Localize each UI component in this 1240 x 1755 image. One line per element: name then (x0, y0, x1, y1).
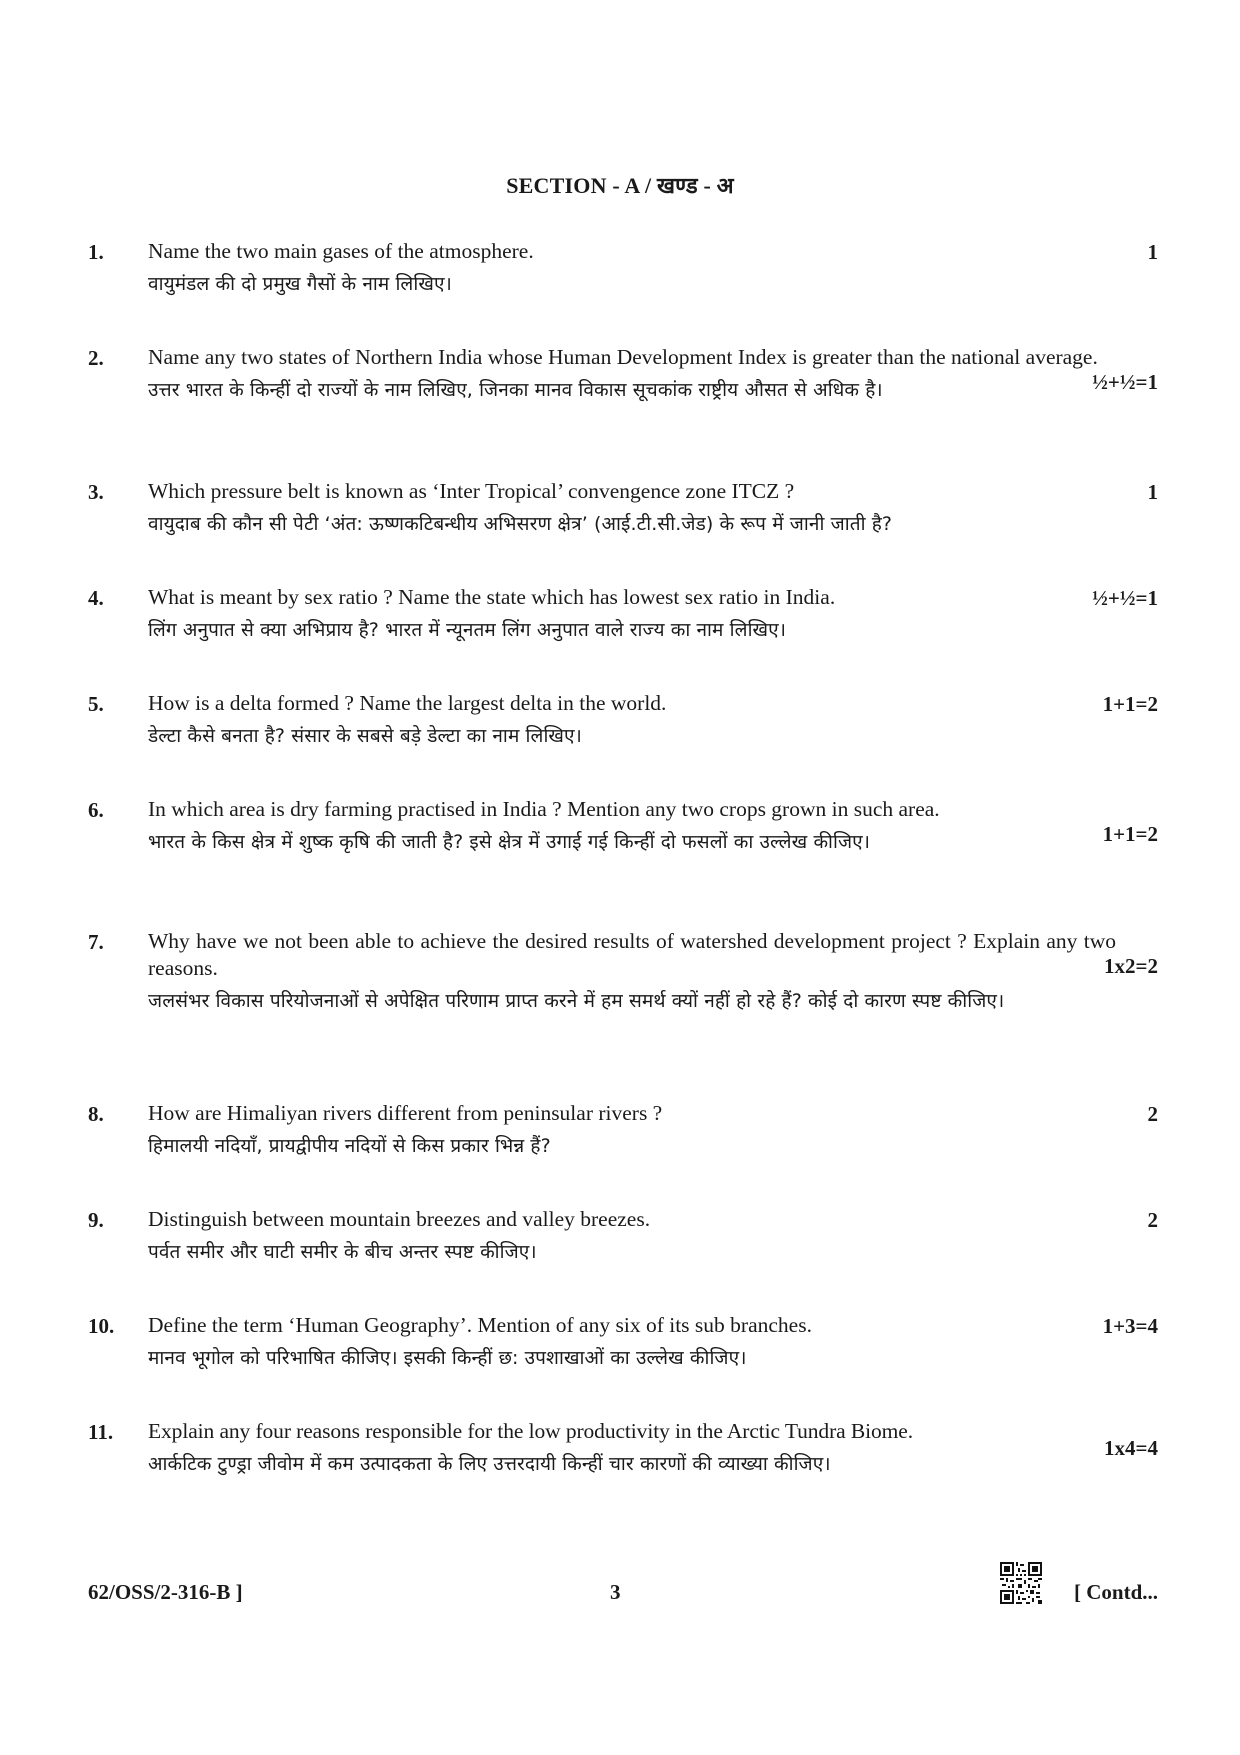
question-text-english: Name any two states of Northern India whose Human Development Index is greater than the national average. (148, 345, 1098, 369)
question-11 (88, 1418, 1158, 1488)
question-number: 10. (88, 1314, 115, 1338)
question-body (148, 1418, 1148, 1480)
question-body (148, 1206, 1148, 1268)
question-number: 8. (88, 1102, 104, 1126)
question-body (148, 1100, 1148, 1162)
question-marks: ½+½=1 (1092, 370, 1158, 394)
question-number: 4. (88, 586, 104, 610)
question-marks: 1 (1147, 240, 1158, 264)
page-footer (0, 1562, 1240, 1612)
question-number: 6. (88, 798, 104, 822)
question-number: 7. (88, 930, 104, 954)
question-marks: 1x4=4 (1104, 1436, 1158, 1460)
question-text-hindi: पर्वत समीर और घाटी समीर के बीच अन्तर स्पष्ट कीजिए। (148, 1241, 537, 1263)
question-text-hindi: लिंग अनुपात से क्या अभिप्राय है? भारत में न्यूनतम लिंग अनुपात वाले राज्य का नाम लिखिए। (148, 619, 787, 641)
question-text-hindi: वायुमंडल की दो प्रमुख गैसों के नाम लिखिए। (148, 273, 452, 295)
question-body (148, 238, 1148, 300)
question-number: 5. (88, 692, 104, 716)
question-text-hindi: डेल्टा कैसे बनता है? संसार के सबसे बड़े डेल्टा का नाम लिखिए। (148, 725, 582, 747)
question-3 (88, 478, 1158, 548)
question-text-hindi: जलसंभर विकास परियोजनाओं से अपेक्षित परिणाम प्राप्त करने में हम समर्थ क्यों नहीं हो रहे हैं? कोई दो कारण स्पष्ट कीजिए। (148, 990, 1005, 1012)
question-9 (88, 1206, 1158, 1276)
question-number: 1. (88, 240, 104, 264)
question-marks: 1+3=4 (1102, 1314, 1158, 1338)
question-text-hindi: वायुदाब की कौन सी पेटी ‘अंत: ऊष्णकटिबन्धीय अभिसरण क्षेत्र’ (आई.टी.सी.जेड) के रूप में जानी जाती है? (148, 513, 893, 535)
section-heading: SECTION - A / खण्ड - अ (506, 173, 734, 198)
question-number: 11. (88, 1420, 114, 1444)
question-10 (88, 1312, 1158, 1382)
question-marks: ½+½=1 (1092, 586, 1158, 610)
question-number: 3. (88, 480, 104, 504)
question-text-english: Name the two main gases of the atmosphere. (148, 239, 534, 263)
question-6 (88, 796, 1158, 896)
question-body (148, 796, 1148, 858)
paper-code: 62/OSS/2-316-B ] (88, 1580, 243, 1604)
question-5 (88, 690, 1158, 760)
question-text-english: Why have we not been able to achieve the desired results of watershed development project ? Explain any two reasons. (148, 929, 1116, 980)
question-text-hindi: हिमालयी नदियाँ, प्रायद्वीपीय नदियों से किस प्रकार भिन्न हैं? (148, 1135, 551, 1157)
question-1 (88, 238, 1158, 308)
page-number: 3 (610, 1580, 621, 1604)
question-body (148, 690, 1148, 752)
question-body (148, 1312, 1148, 1374)
continued-label: [ Contd... (1073, 1580, 1158, 1604)
question-text-english: How are Himaliyan rivers different from peninsular rivers ? (148, 1101, 663, 1125)
question-marks: 2 (1147, 1208, 1158, 1232)
question-marks: 2 (1147, 1102, 1158, 1126)
question-text-english: Explain any four reasons responsible for the low productivity in the Arctic Tundra Biome. (148, 1419, 913, 1443)
question-text-english: How is a delta formed ? Name the largest delta in the world. (148, 691, 667, 715)
question-body (148, 344, 1148, 406)
question-4 (88, 584, 1158, 654)
question-2 (88, 344, 1158, 444)
question-text-english: Which pressure belt is known as ‘Inter Tropical’ convengence zone ITCZ ? (148, 479, 795, 503)
question-marks: 1x2=2 (1104, 954, 1158, 978)
question-text-hindi: भारत के किस क्षेत्र में शुष्क कृषि की जाती है? इसे क्षेत्र में उगाई गई किन्हीं दो फसलों का उल्लेख कीजिए। (148, 831, 871, 853)
question-text-english: Define the term ‘Human Geography’. Mention of any six of its sub branches. (148, 1313, 812, 1337)
question-marks: 1+1=2 (1102, 692, 1158, 716)
question-7 (88, 928, 1158, 1058)
question-text-english: Distinguish between mountain breezes and valley breezes. (148, 1207, 651, 1231)
question-number: 2. (88, 346, 104, 370)
question-8 (88, 1100, 1158, 1170)
question-text-hindi: आर्कटिक टुण्ड्रा जीवोम में कम उत्पादकता के लिए उत्तरदायी किन्हीं चार कारणों की व्याख्या कीजिए। (148, 1453, 831, 1475)
question-text-english: What is meant by sex ratio ? Name the state which has lowest sex ratio in India. (148, 585, 836, 609)
question-body (148, 928, 1148, 1017)
question-marks: 1+1=2 (1102, 822, 1158, 846)
question-number: 9. (88, 1208, 104, 1232)
question-text-hindi: मानव भूगोल को परिभाषित कीजिए। इसकी किन्हीं छ: उपशाखाओं का उल्लेख कीजिए। (148, 1347, 747, 1369)
question-text-hindi: उत्तर भारत के किन्हीं दो राज्यों के नाम लिखिए, जिनका मानव विकास सूचकांक राष्ट्रीय औसत से अधिक है। (148, 379, 883, 401)
question-body (148, 584, 1148, 646)
qr-code-icon (1000, 1562, 1042, 1604)
question-marks: 1 (1147, 480, 1158, 504)
question-text-english: In which area is dry farming practised in India ? Mention any two crops grown in such area. (148, 797, 940, 821)
question-body (148, 478, 1148, 540)
